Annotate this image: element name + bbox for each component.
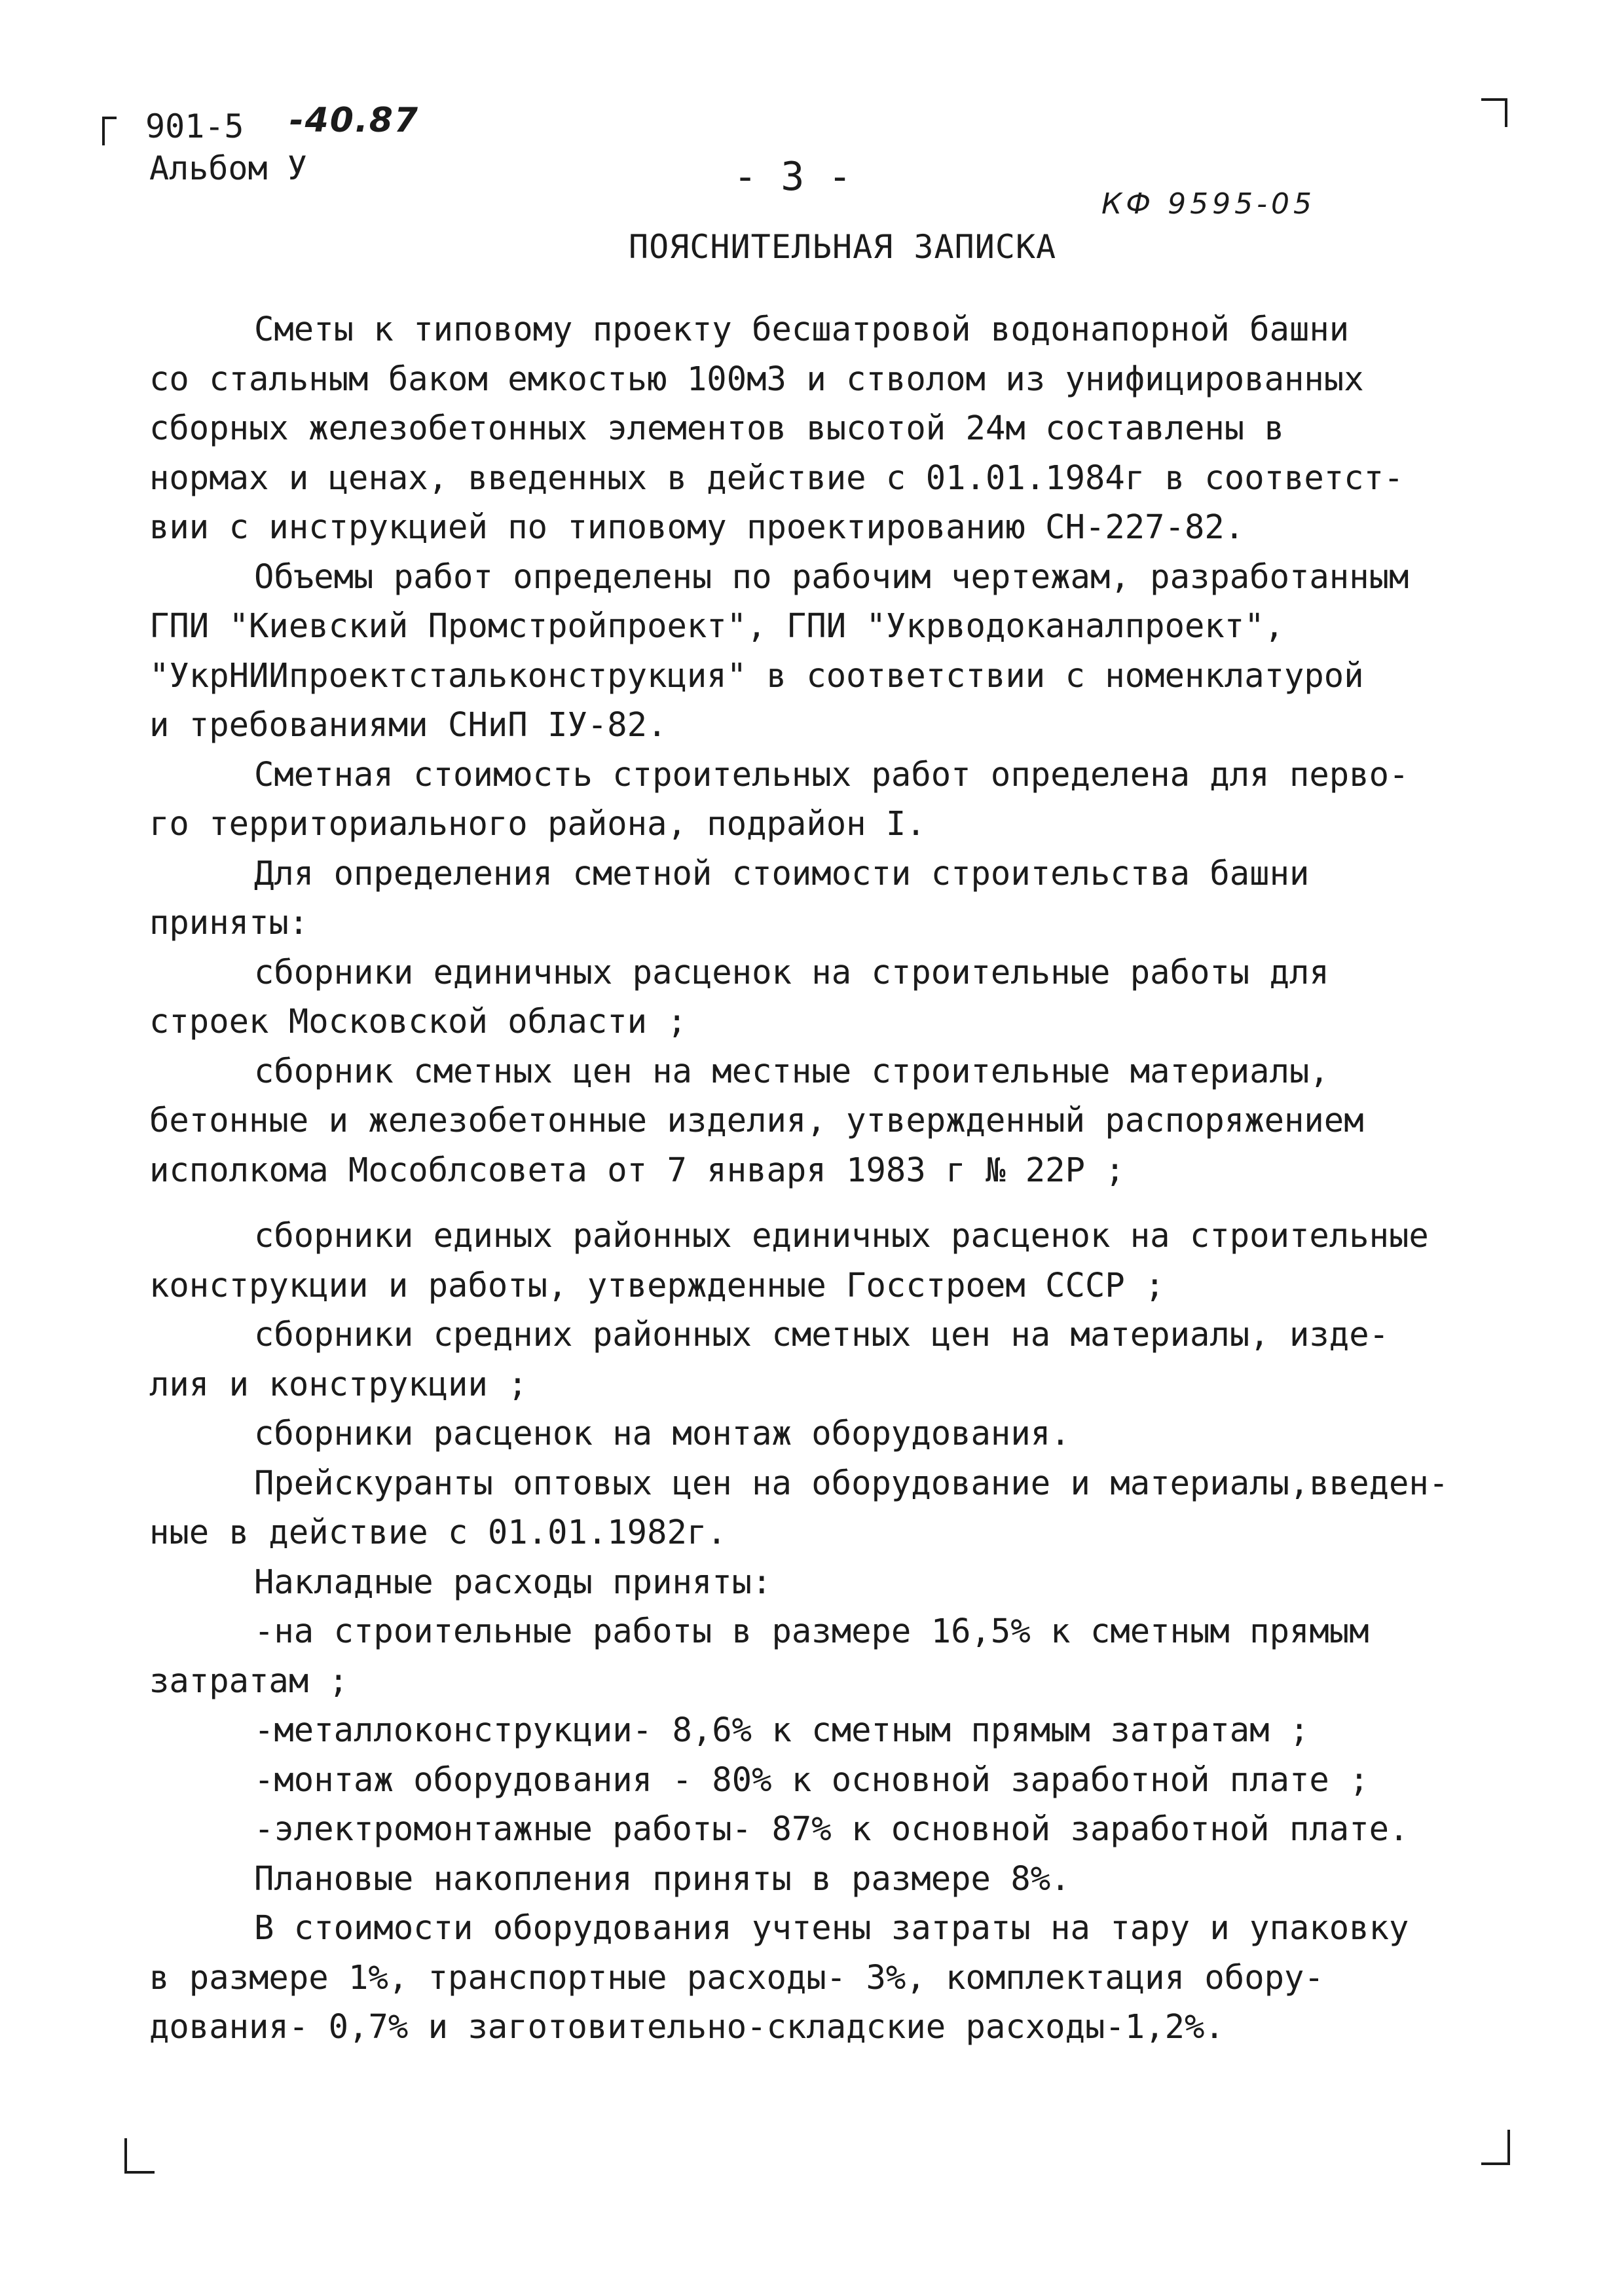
text-line: дования- 0,7% и заготовительно-складские расходы-1,2%. xyxy=(149,2007,1225,2046)
text-line: В стоимости оборудования учтены затраты на тару и упаковку xyxy=(254,1908,1409,1947)
archive-stamp: КФ 9595-05 xyxy=(1101,187,1316,221)
text-line: -на строительные работы в размере 16,5% к сметным прямым xyxy=(254,1612,1369,1650)
text-line: -металлоконструкции- 8,6% к сметным прямым затратам ; xyxy=(254,1711,1310,1749)
corner-mark-top-right xyxy=(1481,98,1507,127)
text-line: сборники единых районных единичных расценок на строительные xyxy=(254,1216,1429,1255)
series-suffix-handwritten: -40.87 xyxy=(289,101,420,140)
text-line: затратам ; xyxy=(149,1661,349,1700)
text-line: в размере 1%, транспортные расходы- 3%, комплектация обору- xyxy=(149,1957,1324,1997)
text-line: и требованиями СНиП IУ-82. xyxy=(149,705,667,744)
album-label: Альбом У xyxy=(149,149,307,187)
text-line: го территориального района, подрайон I. xyxy=(149,804,926,843)
page-title: ПОЯСНИТЕЛЬНАЯ ЗАПИСКА xyxy=(629,228,1057,266)
text-line: нормах и ценах, введенных в действие с 01.01.1984г в соответст- xyxy=(149,458,1404,497)
text-line: Сметная стоимость строительных работ определена для перво- xyxy=(254,754,1409,794)
text-line: Сметы к типовому проекту бесшатровой водонапорной башни xyxy=(254,310,1350,348)
text-line: сборник сметных цен на местные строительные материалы, xyxy=(254,1051,1329,1090)
text-line: лия и конструкции ; xyxy=(149,1364,528,1403)
corner-mark-bottom-left xyxy=(124,2138,155,2174)
text-line: ные в действие с 01.01.1982г. xyxy=(149,1513,727,1551)
text-line: исполкома Мособлсовета от 7 января 1983 г № 22Р ; xyxy=(149,1150,1125,1189)
text-line: Для определения сметной стоимости строительства башни xyxy=(254,853,1310,893)
text-line: Прейскуранты оптовых цен на оборудование и материалы,введен- xyxy=(254,1463,1449,1502)
text-line: со стальным баком емкостью 100м3 и стволом из унифицированных xyxy=(149,359,1364,398)
text-line: приняты: xyxy=(149,903,309,942)
text-line: сборники единичных расценок на строительные работы для xyxy=(254,952,1329,992)
corner-mark-top-left xyxy=(102,117,117,145)
text-line: сборники расценок на монтаж оборудования. xyxy=(254,1414,1071,1453)
corner-mark-bottom-right xyxy=(1481,2130,1510,2165)
text-line: сборники средних районных сметных цен на материалы, изде- xyxy=(254,1315,1390,1354)
text-line: ГПИ "Киевский Промстройпроект", ГПИ "Укрводоканалпроект", xyxy=(149,606,1285,645)
text-line: -монтаж оборудования - 80% к основной заработной плате ; xyxy=(254,1760,1369,1799)
text-line: строек Московской области ; xyxy=(149,1002,687,1041)
paragraph-gap xyxy=(149,1195,1511,1211)
text-line: -электромонтажные работы- 87% к основной заработной плате. xyxy=(254,1809,1409,1848)
text-line: бетонные и железобетонные изделия, утвержденный распоряжением xyxy=(149,1101,1364,1140)
text-line: вии с инструкцией по типовому проектированию СН-227-82. xyxy=(149,508,1245,546)
text-line: Плановые накопления приняты в размере 8%. xyxy=(254,1859,1071,1898)
series-code: 901-5 xyxy=(145,107,244,145)
text-line: сборных железобетонных элементов высотой 24м составлены в xyxy=(149,409,1285,447)
text-line: Объемы работ определены по рабочим чертежам, разработанным xyxy=(254,557,1409,596)
explanatory-note-body xyxy=(149,305,1511,2052)
page-number: - 3 - xyxy=(733,154,852,200)
text-line: "УкрНИИпроектстальконструкция" в соответствии с номенклатурой xyxy=(149,656,1364,695)
text-line: Накладные расходы приняты: xyxy=(254,1562,772,1601)
text-line: конструкции и работы, утвержденные Госстроем СССР ; xyxy=(149,1265,1165,1305)
